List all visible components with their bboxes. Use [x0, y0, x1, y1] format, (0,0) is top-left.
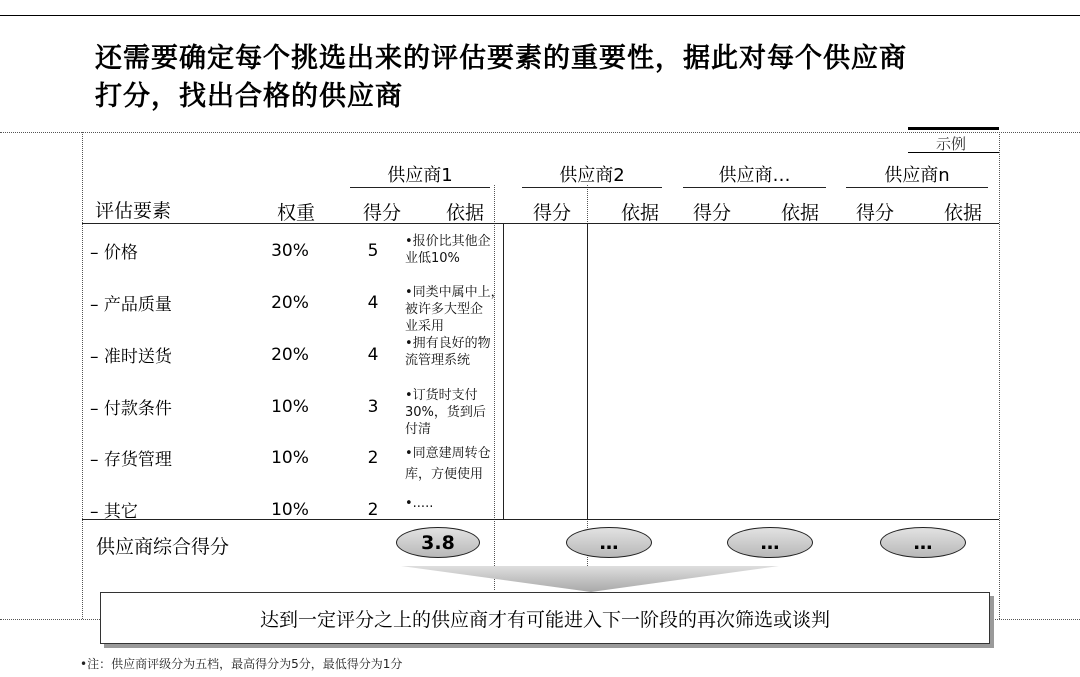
footnote: •注：供应商评级分为五档，最高得分为5分，最低得分为1分: [80, 657, 403, 671]
col-header-factor: 评估要素: [95, 200, 172, 222]
weight-delivery: 20%: [271, 345, 309, 365]
supplier-underline-4: [846, 187, 988, 188]
basis-line: 流管理系统: [405, 353, 471, 368]
score-quality: 4: [367, 293, 379, 313]
score-price: 5: [367, 241, 379, 261]
col-header-score-3: 得分: [692, 202, 731, 224]
frame-right-dotted: [999, 132, 1000, 619]
example-tag: 示例: [936, 135, 967, 153]
basis-line: •拥有良好的物: [405, 336, 491, 351]
score-inventory: 2: [367, 448, 379, 468]
weight-inventory: 10%: [271, 448, 309, 468]
col-header-score-2: 得分: [532, 202, 571, 224]
basis-other: [405, 495, 515, 512]
col-header-basis-1: 依据: [445, 202, 484, 224]
basis-inventory: [405, 443, 515, 485]
basis-payment: [405, 387, 515, 438]
total-score-label: 供应商综合得分: [96, 536, 230, 558]
top-rule: [0, 15, 1080, 16]
supplier-header-4: 供应商n: [884, 165, 950, 186]
total-score-oval-4: …: [880, 527, 966, 558]
weight-other: 10%: [271, 500, 309, 520]
score-payment: 3: [367, 397, 379, 417]
factor-other: – 其它: [90, 502, 138, 522]
basis-price: [405, 233, 515, 267]
col-header-score-4: 得分: [855, 202, 894, 224]
col-header-basis-4: 依据: [943, 202, 982, 224]
col-header-basis-2: 依据: [620, 202, 659, 224]
col-header-basis-3: 依据: [780, 202, 819, 224]
supplier-underline-3: [683, 187, 826, 188]
callout-box: 达到一定评分之上的供应商才有可能进入下一阶段的再次筛选或谈判: [100, 592, 990, 644]
basis-line: •订货时支付: [405, 388, 478, 403]
supplier-underline-2: [522, 187, 662, 188]
basis-line: 付清: [405, 422, 432, 437]
basis-delivery: [405, 335, 515, 369]
score-delivery: 4: [367, 345, 379, 365]
title-line-2: 打分，找出合格的供应商: [95, 81, 403, 112]
supplier-header-2: 供应商2: [559, 165, 625, 186]
basis-line: 30%，货到后: [405, 405, 486, 420]
basis-line: •同意建周转仓: [405, 446, 491, 461]
header-rule: [82, 223, 999, 224]
col-header-score-1: 得分: [362, 202, 401, 224]
factor-payment: – 付款条件: [90, 399, 172, 419]
total-score-oval-2: …: [566, 527, 652, 558]
basis-line: 业采用: [405, 319, 445, 334]
score-other: 2: [367, 500, 379, 520]
supplier-header-1: 供应商1: [387, 165, 453, 186]
total-score-oval-3: …: [727, 527, 813, 558]
basis-line: •.....: [405, 496, 434, 511]
weight-payment: 10%: [271, 397, 309, 417]
basis-line: 库，方便使用: [405, 467, 484, 482]
title-line-1: 还需要确定每个挑选出来的评估要素的重要性，据此对每个供应商: [95, 43, 907, 74]
page-title: [95, 40, 995, 116]
basis-line: 被许多大型企: [405, 302, 484, 317]
weight-quality: 20%: [271, 293, 309, 313]
vline-2: [587, 223, 588, 519]
basis-line: 业低10%: [405, 251, 460, 266]
factor-inventory: – 存货管理: [90, 450, 172, 470]
frame-left-dotted: [82, 132, 83, 619]
total-rule: [82, 519, 999, 520]
basis-line: •同类中属中上，: [405, 285, 504, 300]
factor-delivery: – 准时送货: [90, 347, 172, 367]
col-header-weight: 权重: [276, 202, 315, 224]
basis-quality: [405, 284, 515, 335]
supplier-header-3: 供应商…: [718, 165, 791, 186]
total-score-oval-1: 3.8: [396, 527, 480, 558]
factor-price: – 价格: [90, 243, 138, 263]
basis-line: •报价比其他企: [405, 234, 491, 249]
factor-quality: – 产品质量: [90, 295, 172, 315]
funnel-arrow-shape: [395, 562, 785, 594]
supplier-underline-1: [350, 187, 490, 188]
weight-price: 30%: [271, 241, 309, 261]
